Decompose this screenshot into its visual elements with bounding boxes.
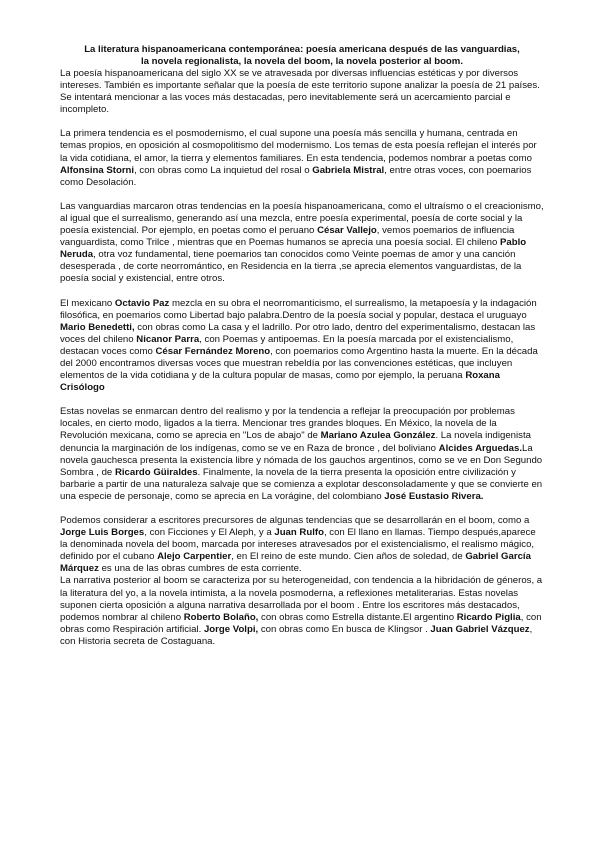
author-name: Roxana Crisólogo xyxy=(60,370,500,394)
text-run: , otra voz fundamental, tiene poemarios tan conocidos como Veinte poemas de amor y una canción desesperada , de corte neorromántico, en Residencia en la tierra ,se aprecia elementos vanguardistas, de la poesía social y existencial, entre otros. xyxy=(60,249,522,285)
author-name: Nicanor Parra xyxy=(136,333,200,345)
paragraph-octavio-paz xyxy=(60,298,544,395)
text-run: . La novela indigenista denuncia la marginación de los indígenas, como se ve en Raza de bronce , del boliviano xyxy=(60,430,531,454)
text-run: La primera tendencia es el posmodernismo, el cual supone una poesía más sencilla y humana, centrada en temas propios, en oposición al cosmopolitismo del modernismo. Los temas de esta poesía reflejan el interés por la vida cotidiana, el amor, la tierra y elementos familiares. En esta tendencia, podemos nombrar a poetas como xyxy=(60,128,537,164)
text-run: es una de las obras cumbres de esta corriente. xyxy=(98,563,302,575)
author-name: Gabriela Mistral xyxy=(312,164,385,176)
paragraph-vanguardias xyxy=(60,201,544,286)
text-run: El mexicano xyxy=(60,297,115,309)
author-name: Jorge Volpi, xyxy=(203,623,259,635)
author-name: Juan Gabriel Vázquez xyxy=(430,623,530,635)
author-name: César Vallejo xyxy=(317,225,377,237)
text-run: , con Ficciones y El Aleph, y a xyxy=(144,527,275,539)
author-name: Alcides Arguedas. xyxy=(438,442,523,454)
text-run: , en El reino de este mundo. Cien años de soledad, de xyxy=(231,551,466,563)
author-name: Roberto Bolaño, xyxy=(183,611,259,623)
text-run: con obras como La casa y el ladrillo. Por otro lado, dentro del experimentalismo, destacan las voces del chileno xyxy=(60,321,536,345)
paragraph-posmodernismo xyxy=(60,128,544,188)
author-name: Juan Rulfo xyxy=(274,527,324,539)
author-name: Alfonsina Storni xyxy=(60,164,135,176)
author-name: Mariano Azulea González xyxy=(320,430,436,442)
text-run: con obras como Estrella distante.El argentino xyxy=(258,611,457,623)
text-run: , con poemarios como Argentino hasta la muerte. En la década del 2000 encontramos diversas voces que muestran rebeldía por las convenciones estéticas, que incluyen elementos de la vida cotidiana y de la cultura popular de masas, como por ejemplo, la peruana xyxy=(60,345,538,382)
paragraph-post-boom xyxy=(60,575,544,648)
text-run: , con Poemas y antipoemas. En la poesía marcada por el existencialismo, destacan voces como xyxy=(60,333,514,357)
author-name: José Eustasio Rivera. xyxy=(384,490,484,502)
text-run: Estas novelas se enmarcan dentro del realismo y por la tendencia a reflejar la preocupación por problemas locales, en cierto modo, ligados a la tierra. Mencionar tres grandes bloques. En México, la novela de la Revolución mexicana, como se aprecia en "Los de abajo" de xyxy=(60,406,515,442)
paragraph-intro: La poesía hispanoamericana del siglo XX se ve atravesada por diversas influencias estéticas y por diversos intereses. También es importante señalar que la poesía de este territorio supone analizar la poesía de 21 países. Se intentará mencionar a las voces más destacadas, pero inevitablemente será un acercamiento parcial e incompleto. xyxy=(60,68,540,116)
author-name: Jorge Luis Borges xyxy=(60,527,145,539)
author-name: Octavio Paz xyxy=(114,297,170,309)
text-run: La novela gauchesca presenta la existencia libre y nómada de los gauchos argentinos, como se ve en Don Segundo Sombra , de xyxy=(60,442,543,478)
author-name: César Fernández Moreno xyxy=(155,345,271,357)
author-name: Ricardo Güiraldes xyxy=(114,466,198,478)
text-run: , con El llano en llamas. Tiempo después,aparece la denominada novela del boom, marcada por intereses atravesados por el existencialismo, el realismo mágico, definido por el cubano xyxy=(60,527,536,563)
text-run: , con obras como Respiración artificial. xyxy=(60,611,542,635)
title-line-1: La literatura hispanoamericana contemporánea: poesía americana después de las vanguardias, xyxy=(84,44,520,55)
page-title xyxy=(60,44,544,68)
author-name: Mario Benedetti, xyxy=(60,321,135,333)
text-run: Podemos considerar a escritores precursores de algunas tendencias que se desarrollarán en el boom, como a xyxy=(60,515,530,526)
text-run: con obras como En busca de Klingsor . xyxy=(258,623,431,635)
text-run: Las vanguardias marcaron otras tendencias en la poesía hispanoamericana, como el ultraísmo o el creacionismo, al igual que el surrealismo, generando así una mezcla, entre poesía experimental, poesía de corte social y la poesía existencial. Por ejemplo, en poetas como el peruano xyxy=(60,200,544,237)
text-run: , con obras como La inquietud del rosal o xyxy=(134,164,313,176)
text-run: , entre otras voces, con poemarios como Desolación. xyxy=(60,164,532,188)
text-run: , con Historia secreta de Costaguana. xyxy=(60,623,533,647)
paragraph-novela-regionalista xyxy=(60,406,544,503)
title-line-2: la novela regionalista, la novela del boom, la novela posterior al boom. xyxy=(140,56,463,67)
author-name: Alejo Carpentier xyxy=(157,551,232,563)
author-name: Gabriel García Márquez xyxy=(60,551,531,575)
text-run: La narrativa posterior al boom se caracteriza por su heterogeneidad, con tendencia a la hibridación de géneros, a la literatura del yo, a la novela intimista, a la novela posmoderna, a reflexiones metaliterarias. Estas novelas suponen cierta oposición a alguna narrativa desarrollada por el boom . Entre los escritores más destacados, podemos nombrar al chileno xyxy=(60,575,543,623)
text-run: , vemos poemarios de influencia vanguardista, como Trilce , mientras que en Poemas humanos se aprecia una poesía social. El chileno xyxy=(60,225,515,249)
text-run: . Finalmente, la novela de la tierra presenta la oposición entre civilización y barbarie a partir de una naturaleza salvaje que se comienza a explotar desconsoladamente y que se convierte en una especie de personaje, como se aprecia en La vorágine, del colombiano xyxy=(60,466,543,502)
paragraph-boom xyxy=(60,515,544,575)
author-name: Pablo Neruda xyxy=(60,237,527,261)
text-run: mezcla en su obra el neorromanticismo, el surrealismo, la metapoesía y la indagación filosófica, en poemarios como Libertad bajo palabra.Dentro de la poesía social y popular, destaca el uruguayo xyxy=(60,297,537,321)
author-name: Ricardo Piglia xyxy=(456,611,521,623)
